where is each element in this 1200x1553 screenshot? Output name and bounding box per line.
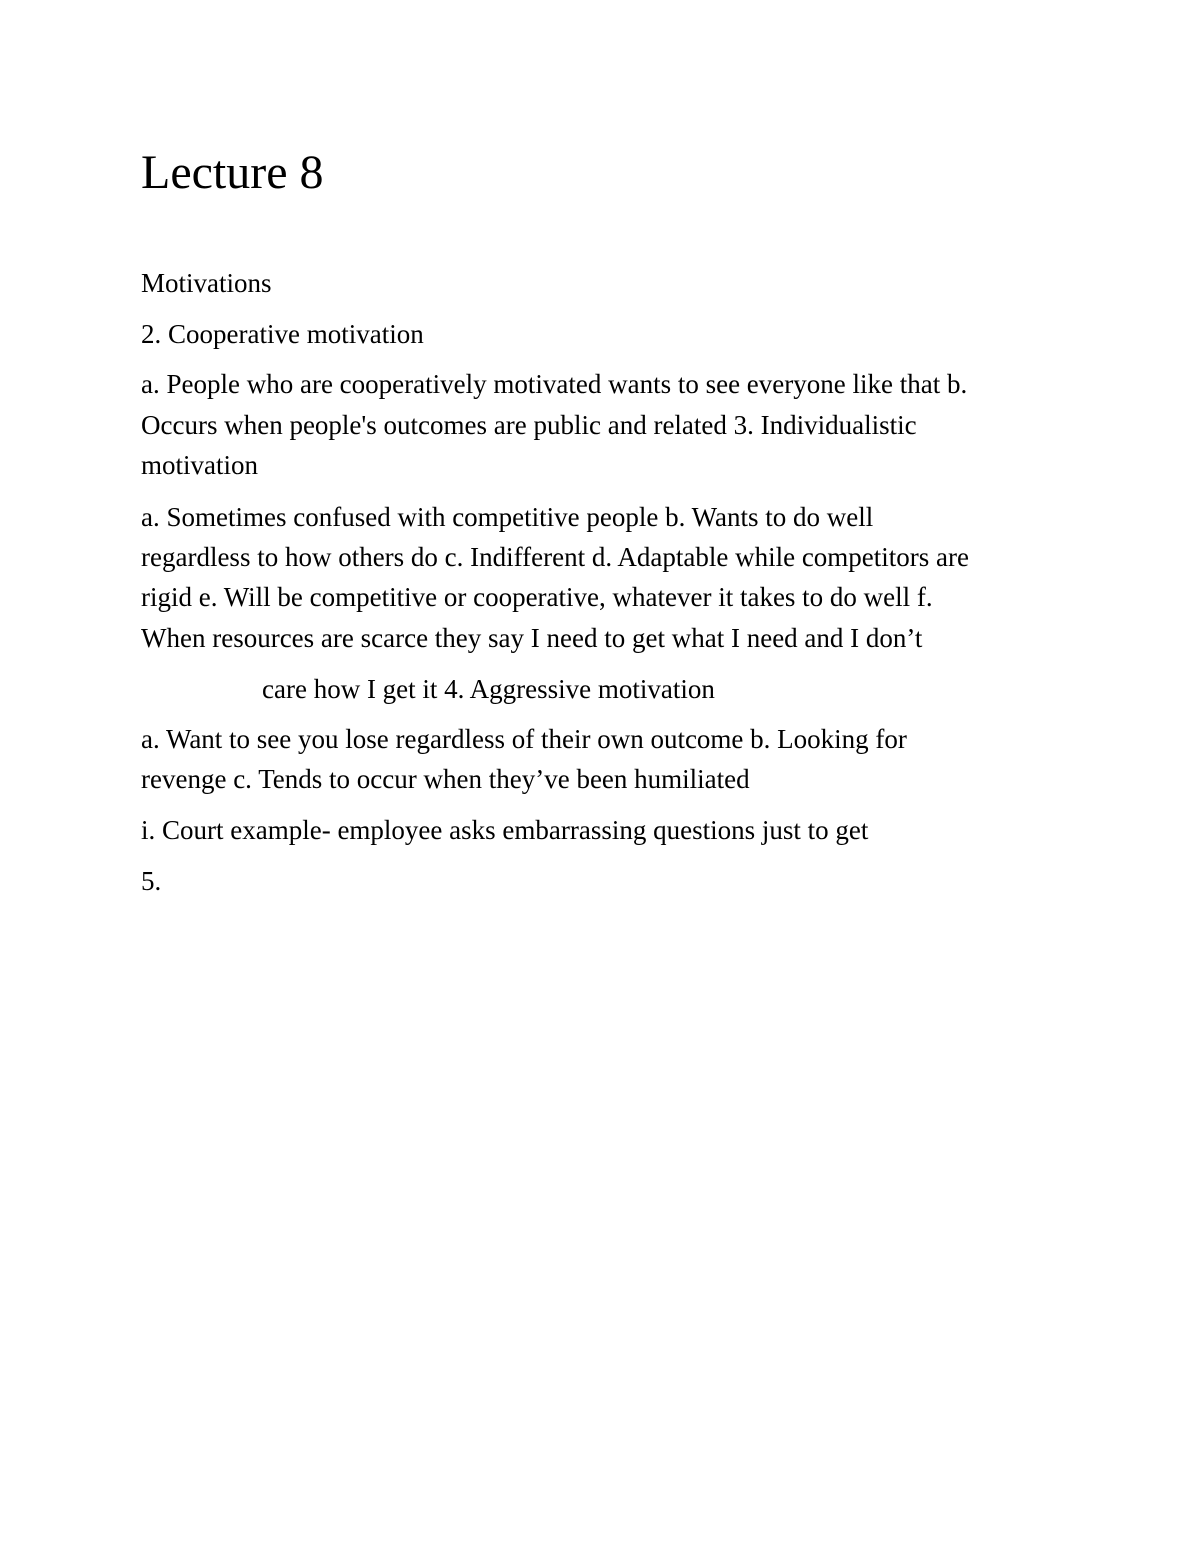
list-item: 5. bbox=[141, 866, 162, 896]
body-text-line: a. People who are cooperatively motivated wants to see everyone like that b. bbox=[141, 369, 968, 399]
page-title: Lecture 8 bbox=[141, 146, 324, 199]
body-text-line: motivation bbox=[141, 450, 258, 480]
body-text-line-indented: care how I get it 4. Aggressive motivation bbox=[262, 674, 715, 704]
body-text-line: When resources are scarce they say I need to get what I need and I don’t bbox=[141, 623, 923, 653]
body-text-line: regardless to how others do c. Indifferent d. Adaptable while competitors are bbox=[141, 542, 969, 572]
body-text-line: i. Court example- employee asks embarrassing questions just to get bbox=[141, 815, 869, 845]
body-text-line: rigid e. Will be competitive or cooperative, whatever it takes to do well f. bbox=[141, 582, 933, 612]
list-item: 2. Cooperative motivation bbox=[141, 319, 424, 349]
section-heading: Motivations bbox=[141, 268, 272, 298]
body-text-line: a. Want to see you lose regardless of their own outcome b. Looking for bbox=[141, 724, 907, 754]
body-text-line: a. Sometimes confused with competitive people b. Wants to do well bbox=[141, 502, 874, 532]
body-text-line: Occurs when people's outcomes are public and related 3. Individualistic bbox=[141, 410, 917, 440]
body-text-line: revenge c. Tends to occur when they’ve been humiliated bbox=[141, 764, 750, 794]
